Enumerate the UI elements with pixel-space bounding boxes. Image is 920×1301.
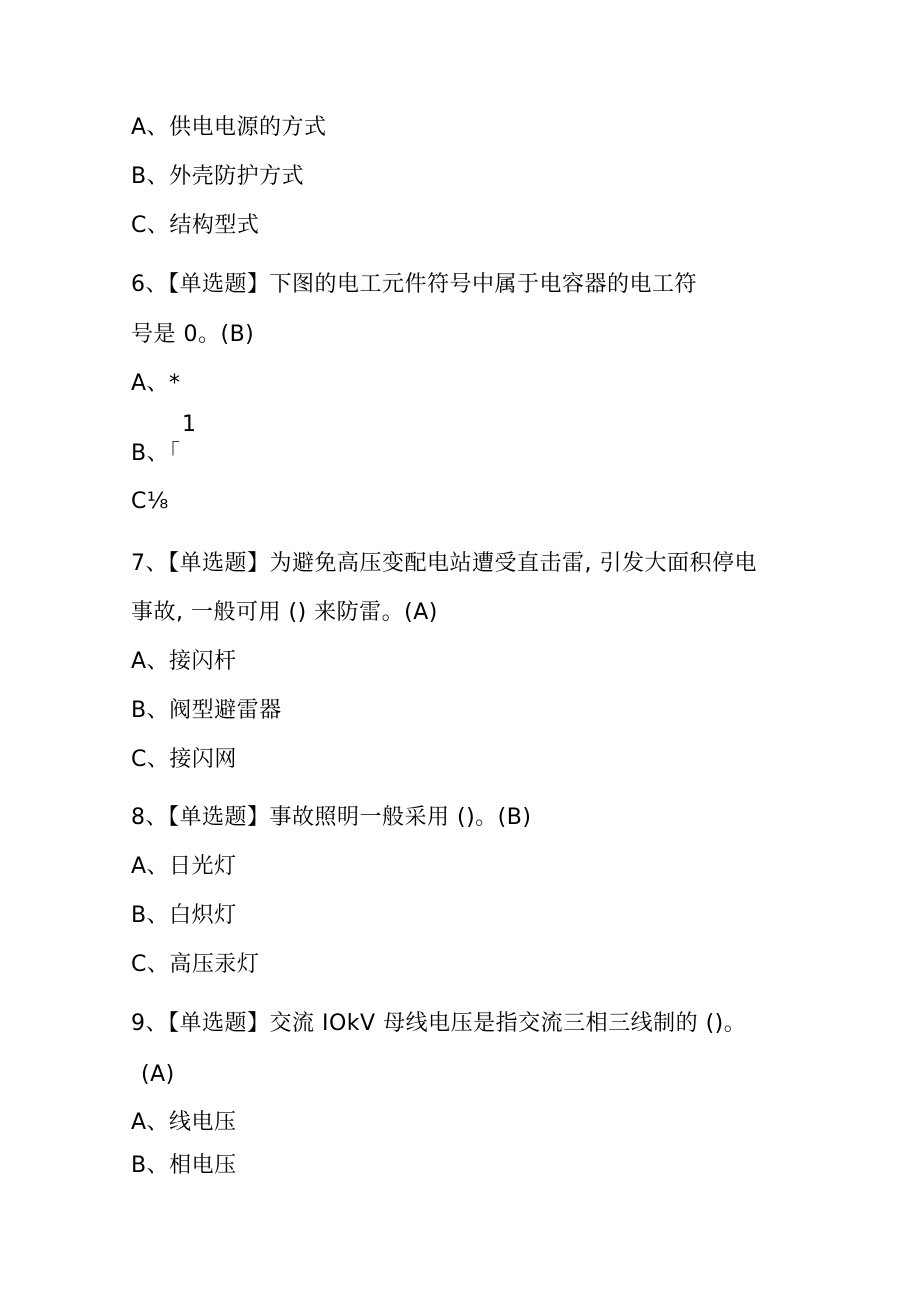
q8-option-b: B、白炽灯 [131, 903, 237, 928]
q5-option-a: A、供电电源的方式 [131, 115, 327, 140]
q6-question-line-2: 号是 0。(B) [131, 322, 255, 347]
q9-question-line-2: (A) [141, 1062, 175, 1087]
q8-option-a: A、日光灯 [131, 854, 237, 879]
q6-option-a: A、* [131, 371, 181, 396]
q7-question-line-1: 7、【单选题】为避免高压变配电站遭受直击雷, 引发大面积停电 [131, 551, 757, 576]
q8-question: 8、【单选题】事故照明一般采用 ()。(B) [131, 805, 532, 830]
q7-option-c: C、接闪网 [131, 747, 237, 772]
q7-question-line-2: 事故, 一般可用 () 来防雷。(A) [131, 600, 438, 625]
q5-option-b: B、外壳防护方式 [131, 164, 305, 189]
q9-option-b: B、相电压 [131, 1153, 237, 1178]
q8-option-c: C、高压汞灯 [131, 952, 260, 977]
q9-option-a: A、线电压 [131, 1110, 237, 1135]
q7-option-a: A、接闪杆 [131, 649, 237, 674]
q5-option-c: C、结构型式 [131, 213, 260, 238]
q6-symbol-label: 1 [182, 412, 197, 437]
q6-question-line-1: 6、【单选题】下图的电工元件符号中属于电容器的电工符 [131, 272, 697, 297]
q6-option-b: B、「 [131, 441, 181, 466]
q6-option-c: C⅛ [131, 489, 169, 514]
q7-option-b: B、阀型避雷器 [131, 698, 282, 723]
q9-question-line-1: 9、【单选题】交流 IOkV 母线电压是指交流三相三线制的 ()。 [131, 1011, 747, 1036]
